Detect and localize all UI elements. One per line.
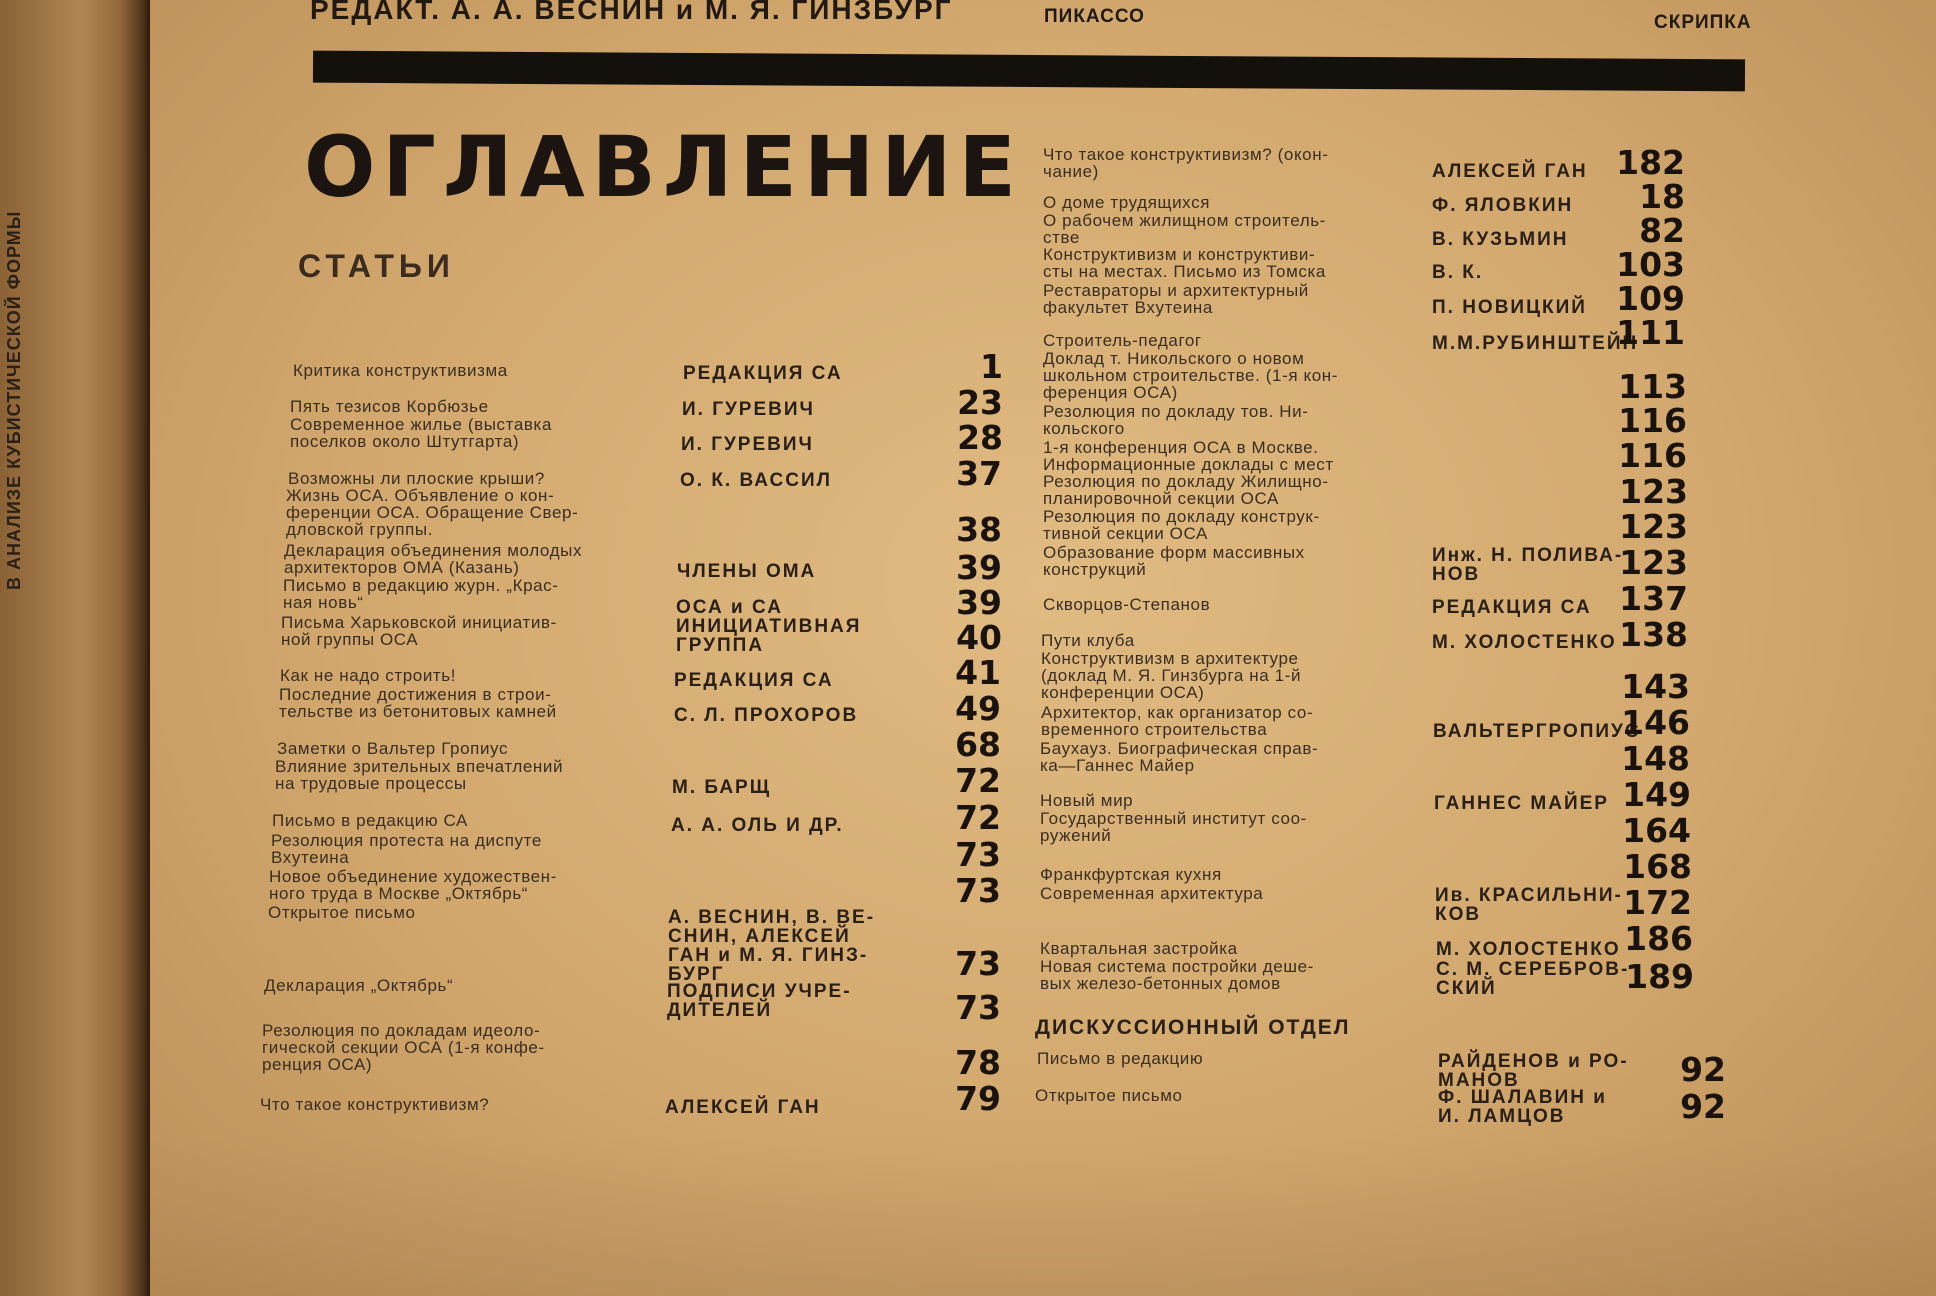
page-number: 73 [955,835,1001,874]
toc-entry: Жизнь ОСА. Объявление о кон- ференции ОСА. Обращение Свер- дловской группы. [286,486,579,539]
toc-entry: Образование форм массивных конструкций [1043,543,1305,579]
toc-author: М.М.РУБИНШТЕЙН [1432,333,1639,354]
toc-entry: Резолюция по докладам идеоло- гической секции ОСА (1-я конфе- ренция ОСА) [262,1021,545,1074]
page-number: 82 [1639,211,1685,250]
toc-author: ЧЛЕНЫ ОМА [677,561,817,582]
toc-entry: Новое объединение художествен- ного труда в Москве „Октябрь“ [269,867,557,903]
page-number: 49 [955,689,1001,728]
page-number: 68 [955,725,1001,764]
toc-author: М. ХОЛОСТЕНКО [1436,939,1621,960]
page-number: 116 [1618,401,1687,440]
page-number: 189 [1625,957,1694,996]
page-number: 1 [980,347,1003,386]
toc-entry: Новый мир [1040,791,1134,810]
toc-entry: Современная архитектура [1040,884,1264,903]
toc-entry: Резолюция по докладу Жилищно- планировочной секции ОСА [1043,472,1329,508]
toc-author: М. БАРЩ [672,777,772,798]
page-number: 79 [955,1079,1001,1118]
toc-entry: Доклад т. Никольского о новом школьном строительстве. (1-я кон- ференция ОСА) [1043,349,1338,402]
page-number: 18 [1639,177,1685,216]
toc-entry: Письмо в редакцию [1037,1049,1204,1068]
toc-author: Инж. Н. ПОЛИВА- НОВ [1432,545,1624,585]
page-number: 164 [1622,811,1691,850]
toc-entry: Пути клуба [1041,631,1135,650]
toc-entry: Как не надо строить! [280,666,457,685]
page-number: 172 [1623,883,1692,922]
header-mid-label: ПИКАССО [1044,6,1145,27]
page-shadow [150,1136,1936,1296]
page-number: 109 [1616,279,1685,318]
toc-author: А. ВЕСНИН, В. ВЕ- СНИН, АЛЕКСЕЙ ГАН и М. Я. ГИНЗ- БУРГ [668,907,876,985]
toc-author: М. ХОЛОСТЕНКО [1432,632,1617,653]
toc-author: И. ГУРЕВИЧ [682,399,815,420]
toc-entry: Конструктивизм в архитектуре (доклад М. Я. Гинзбурга на 1-й конференции ОСА) [1041,649,1302,702]
toc-entry: Открытое письмо [268,903,416,922]
toc-entry: Современное жилье (выставка поселков около Штутгарта) [290,415,553,451]
page-number: 143 [1621,667,1690,706]
toc-author: О. К. ВАССИЛ [680,470,832,491]
toc-entry: Влияние зрительных впечатлений на трудовые процессы [275,757,564,793]
toc-author: Ив. КРАСИЛЬНИ- КОВ [1435,885,1623,925]
toc-entry: Письмо в редакцию СА [272,811,468,830]
toc-author: АЛЕКСЕЙ ГАН [665,1097,821,1118]
page-number: 103 [1616,245,1685,284]
page-number: 72 [955,761,1001,800]
toc-author: Ф. ЯЛОВКИН [1432,195,1574,216]
toc-author: Ф. ШАЛАВИН и И. ЛАМЦОВ [1438,1087,1607,1127]
toc-entry: Баухауз. Биографическая справ- ка—Ганнес Майер [1040,739,1319,775]
page-number: 78 [955,1043,1001,1082]
toc-entry: Критика конструктивизма [293,361,508,380]
toc-entry: О доме трудящихся [1043,193,1210,212]
page-number: 138 [1619,615,1688,654]
page-number: 23 [957,383,1003,422]
toc-entry: Архитектор, как организатор со- временного строительства [1041,703,1314,739]
toc-entry: Резолюция протеста на диспуте Вхутеина [271,831,542,867]
page-number: 182 [1616,143,1685,182]
toc-author: С. М. СЕРЕБРОВ- СКИЙ [1436,959,1630,999]
toc-entry: Заметки о Вальтер Гропиус [277,739,509,758]
page-title: ОГЛАВЛЕНИЕ [304,118,1023,216]
toc-author: П. НОВИЦКИЙ [1432,297,1587,318]
page-number: 73 [955,988,1001,1027]
toc-entry: О рабочем жилищном строитель- стве [1043,211,1326,247]
page-number: 39 [956,583,1002,622]
editors-line: РЕДАКТ. А. А. ВЕСНИН и М. Я. ГИНЗБУРГ [310,0,953,25]
page-number: 37 [956,454,1002,493]
toc-entry: Франкфуртская кухня [1040,865,1222,884]
page-number: 41 [955,653,1001,692]
page-number: 111 [1616,313,1685,352]
toc-entry: Строитель-педагог [1043,331,1202,350]
toc-entry: Информационные доклады с мест [1043,455,1334,474]
header-right-label: СКРИПКА [1654,12,1752,33]
toc-author: ОСА и СА ИНИЦИАТИВНАЯ ГРУППА [676,597,862,656]
toc-entry: Что такое конструктивизм? [260,1095,490,1114]
toc-entry: Скворцов-Степанов [1043,595,1211,614]
toc-entry: 1-я конференция ОСА в Москве. [1043,438,1319,457]
toc-author: РЕДАКЦИЯ СА [674,670,834,691]
page-number: 72 [955,798,1001,837]
toc-entry: Государственный институт соо- ружений [1040,809,1307,845]
toc-author: В. К. [1432,262,1484,283]
toc-author: ГАННЕС МАЙЕР [1434,793,1609,814]
toc-entry: Резолюция по докладу конструк- тивной секции ОСА [1043,507,1320,543]
page-number: 92 [1680,1087,1726,1126]
toc-entry: Резолюция по докладу тов. Ни- кольского [1043,402,1309,438]
page-number: 28 [957,418,1003,457]
toc-entry: Открытое письмо [1035,1086,1183,1105]
page-number: 123 [1619,507,1688,546]
toc-entry: Пять тезисов Корбюзье [290,397,489,416]
toc-entry: Новая система постройки деше- вых железо-бетонных домов [1040,957,1314,993]
toc-entry: Что такое конструктивизм? (окон- чание) [1043,145,1329,181]
page-number: 148 [1621,739,1690,778]
toc-author: РАЙДЕНОВ и РО- МАНОВ [1438,1051,1629,1091]
spine-title: В АНАЛИЗЕ КУБИСТИЧЕСКОЙ ФОРМЫ [4,210,24,590]
book-spine [0,0,150,1296]
page-number: 168 [1623,847,1692,886]
toc-entry: Декларация объединения молодых архитекторов ОМА (Казань) [284,541,583,577]
toc-entry: Конструктивизм и конструктиви- сты на местах. Письмо из Томска [1043,245,1326,281]
page-number: 38 [956,510,1002,549]
black-rule [313,51,1745,92]
toc-entry: Квартальная застройка [1040,939,1238,958]
page-number: 146 [1621,703,1690,742]
page-number: 73 [955,944,1001,983]
page-number: 116 [1618,436,1687,475]
discussion-section-title: ДИСКУССИОННЫЙ ОТДЕЛ [1035,1016,1351,1039]
page-number: 73 [955,871,1001,910]
toc-entry: Возможны ли плоские крыши? [288,469,545,488]
toc-entry: Реставраторы и архитектурный факультет Вхутеина [1043,281,1309,317]
section-title: СТАТЬИ [298,248,455,284]
toc-entry: Декларация „Октябрь“ [264,976,454,995]
page-number: 123 [1619,472,1688,511]
toc-author: ВАЛЬТЕРГРОПИУС [1433,721,1641,742]
page-number: 123 [1619,543,1688,582]
page-number: 92 [1680,1050,1726,1089]
toc-author: РЕДАКЦИЯ СА [683,363,843,384]
page-number: 113 [1618,367,1687,406]
page-number: 186 [1624,919,1693,958]
toc-author: С. Л. ПРОХОРОВ [674,705,859,726]
page-number: 149 [1622,775,1691,814]
page-number: 40 [956,618,1002,657]
toc-author: И. ГУРЕВИЧ [681,434,814,455]
toc-entry: Последние достижения в строи- тельстве из бетонитовых камней [279,685,557,721]
contents-page [150,0,1936,1296]
toc-author: ПОДПИСИ УЧРЕ- ДИТЕЛЕЙ [667,981,852,1021]
toc-author: В. КУЗЬМИН [1432,229,1569,250]
toc-author: РЕДАКЦИЯ СА [1432,597,1592,618]
toc-author: АЛЕКСЕЙ ГАН [1432,161,1588,182]
page-number: 137 [1619,579,1688,618]
page-number: 39 [956,548,1002,587]
toc-entry: Письмо в редакцию журн. „Крас- ная новь“ [283,576,559,612]
toc-author: А. А. ОЛЬ И ДР. [671,815,844,836]
toc-entry: Письма Харьковской инициатив- ной группы ОСА [281,613,557,649]
